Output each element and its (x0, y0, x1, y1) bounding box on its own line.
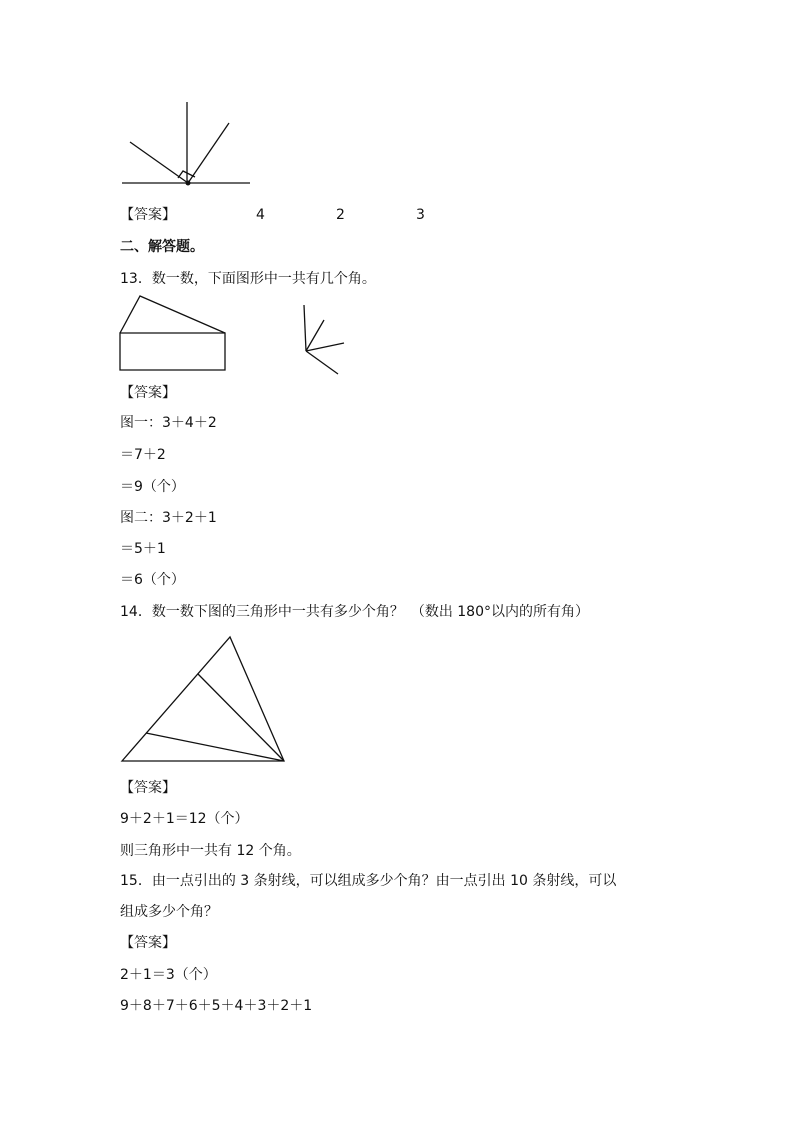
q15-answer-label: 【答案】 (120, 935, 176, 951)
top-answer-value-1: 4 (256, 207, 265, 223)
q13-line-6: ＝6（个） (120, 572, 185, 588)
inner-line-1 (198, 674, 284, 761)
ray-4 (306, 351, 338, 374)
ray-1 (304, 305, 306, 351)
q13-figure-one (118, 294, 228, 374)
q15-line-2: 9＋8＋7＋6＋5＋4＋3＋2＋1 (120, 998, 313, 1014)
q15-line-1: 2＋1＝3（个） (120, 967, 217, 983)
top-answer-value-2: 2 (336, 207, 345, 223)
q13-line-5: ＝5＋1 (120, 541, 166, 557)
right-ray (188, 123, 229, 183)
ray-2 (306, 320, 324, 351)
q15-question-line-2: 组成多少个角？ (120, 904, 218, 920)
rectangle (120, 333, 225, 370)
q15-question-line-1: 15．由一点引出的 3 条射线，可以组成多少个角？由一点引出 10 条射线，可以 (120, 873, 617, 889)
q13-figure-two (300, 303, 350, 378)
q14-line-1: 9＋2＋1＝12（个） (120, 811, 249, 827)
section-title: 二、解答题。 (120, 239, 204, 255)
q14-answer-label: 【答案】 (120, 780, 176, 796)
top-answer-value-3: 3 (416, 207, 425, 223)
q14-line-2: 则三角形中一共有 12 个角。 (120, 843, 301, 859)
vertex-dot (186, 181, 191, 186)
ray-3 (306, 343, 344, 351)
triangle-top (120, 296, 225, 333)
q13-line-3: ＝9（个） (120, 479, 185, 495)
q13-line-4: 图二：3＋2＋1 (120, 510, 217, 526)
inner-line-2 (146, 733, 284, 761)
outer-triangle (122, 637, 284, 761)
angle-rays-figure (120, 100, 260, 190)
q13-answer-label: 【答案】 (120, 385, 176, 401)
q13-line-1: 图一：3＋4＋2 (120, 415, 217, 431)
q14-question: 14．数一数下图的三角形中一共有多少个角？ （数出 180°以内的所有角） (120, 604, 589, 620)
top-answer-label: 【答案】 (120, 207, 176, 223)
q14-triangle-figure (118, 634, 288, 764)
q13-question: 13．数一数，下面图形中一共有几个角。 (120, 271, 376, 287)
q13-line-2: ＝7＋2 (120, 447, 166, 463)
